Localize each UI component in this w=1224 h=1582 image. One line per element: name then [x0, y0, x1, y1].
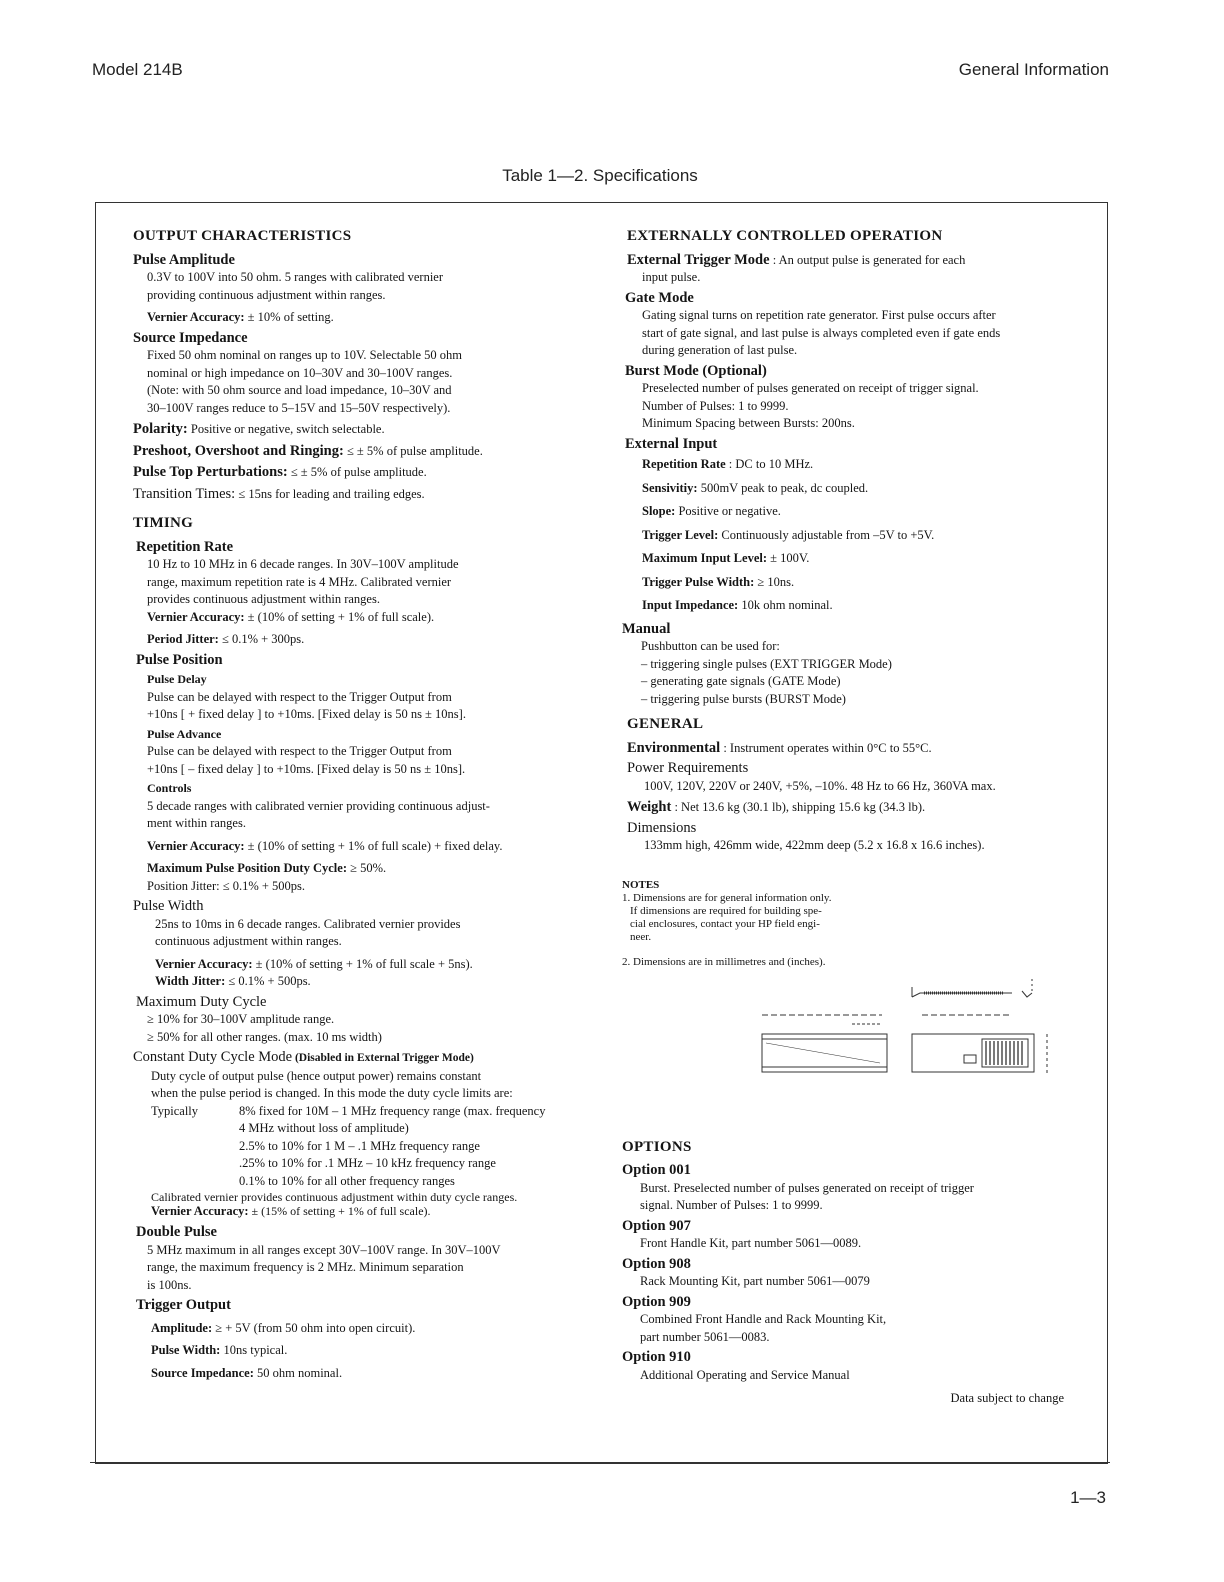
- bottom-rule: [90, 1462, 1110, 1463]
- pulse-position-title: Pulse Position: [136, 651, 223, 668]
- perturbations-value: ≤ ± 5% of pulse amplitude.: [287, 465, 427, 479]
- pulse-advance-text: +10ns [ – fixed delay ] to +10ms. [Fixed delay is 50 ns ± 10ns].: [147, 761, 466, 776]
- duty-range-text: 0.1% to 10% for all other frequency ranges: [239, 1173, 455, 1188]
- source-impedance-text: Fixed 50 ohm nominal on ranges up to 10V. Selectable 50 ohm: [147, 348, 463, 362]
- option-908-title: Option 908: [622, 1255, 691, 1272]
- max-input-level-value: ± 100V.: [767, 551, 810, 565]
- manual-list-item: – triggering pulse bursts (BURST Mode): [641, 691, 846, 706]
- external-operation-heading: EXTERNALLY CONTROLLED OPERATION: [627, 228, 943, 244]
- gate-mode-text: Gating signal turns on repetition rate generator. First pulse occurs after: [642, 308, 996, 322]
- manual-list-item: – generating gate signals (GATE Mode): [641, 674, 841, 688]
- double-pulse-text: range, the maximum frequency is 2 MHz. Minimum separation: [147, 1260, 464, 1274]
- option-907-title: Option 907: [622, 1217, 691, 1234]
- table-title: Table 1—2. Specifications: [502, 166, 698, 185]
- page-number: 1—3: [1070, 1488, 1106, 1507]
- max-duty-title: Maximum Duty Cycle: [136, 993, 267, 1010]
- note-text: neer.: [630, 930, 652, 943]
- double-pulse-text: 5 MHz maximum in all ranges except 30V–100V range. In 30V–100V: [147, 1242, 501, 1257]
- option-001-text: Burst. Preselected number of pulses generated on receipt of trigger: [640, 1180, 974, 1195]
- pulse-advance-title: Pulse Advance: [147, 726, 222, 741]
- source-impedance-text: 30–100V ranges reduce to 5–15V and 15–50V respectively).: [147, 400, 451, 415]
- slope-label: Slope:: [642, 504, 676, 518]
- trigger-source-impedance-label: Source Impedance:: [151, 1365, 254, 1380]
- constant-duty-note: (Disabled in External Trigger Mode): [292, 1052, 474, 1064]
- trigger-level-value: Continuously adjustable from –5V to +5V.: [718, 527, 935, 542]
- duty-range-text: .25% to 10% for .1 MHz – 10 kHz frequency range: [239, 1156, 496, 1170]
- transition-label: Transition Times:: [133, 485, 236, 502]
- max-duty-text: ≥ 50% for all other ranges. (max. 10 ms width): [147, 1029, 382, 1044]
- right-column: [622, 226, 1072, 1408]
- ext-trigger-text: input pulse.: [642, 270, 701, 284]
- position-duty-value: ≥ 50%.: [346, 861, 387, 875]
- trigger-amplitude-value: ≥ + 5V (from 50 ohm into open circuit).: [212, 1320, 416, 1335]
- pulse-width-text: continuous adjustment within ranges.: [155, 934, 342, 948]
- power-requirements-text: 100V, 120V, 220V or 240V, +5%, –10%. 48 Hz to 66 Hz, 360VA max.: [644, 778, 996, 793]
- preshoot-value: ≤ ± 5% of pulse amplitude.: [343, 443, 483, 458]
- gate-mode-title: Gate Mode: [625, 289, 694, 306]
- note-text: cial enclosures, contact your HP field engi-: [630, 917, 820, 930]
- notes-block: [622, 879, 912, 969]
- pulse-amplitude-text: 0.3V to 100V into 50 ohm. 5 ranges with calibrated vernier: [147, 270, 444, 284]
- repetition-rate-value: : DC to 10 MHz.: [725, 457, 814, 471]
- header-section: General Information: [958, 60, 1109, 79]
- vernier-accuracy-value: ± (10% of setting + 1% of full scale).: [244, 609, 435, 624]
- notes-heading: NOTES: [622, 878, 660, 891]
- vernier-accuracy-label: Vernier Accuracy:: [147, 609, 245, 624]
- duty-range-text: 8% fixed for 10M – 1 MHz frequency range (max. frequency: [239, 1103, 546, 1118]
- pulse-delay-title: Pulse Delay: [147, 672, 207, 686]
- constant-duty-text: Duty cycle of output pulse (hence output power) remains constant: [151, 1068, 482, 1083]
- option-001-title: Option 001: [622, 1162, 691, 1178]
- pulse-amplitude-title: Pulse Amplitude: [133, 251, 235, 268]
- transition-value: ≤ 15ns for leading and trailing edges.: [235, 486, 425, 501]
- pulse-delay-text: +10ns [ + fixed delay ] to +10ms. [Fixed delay is 50 ns ± 10ns].: [147, 707, 466, 721]
- polarity-label: Polarity:: [133, 421, 188, 437]
- gate-mode-text: start of gate signal, and last pulse is always completed even if gate ends: [642, 325, 1001, 340]
- max-input-level-label: Maximum Input Level:: [642, 551, 767, 565]
- trigger-pulse-width-label: Pulse Width:: [151, 1343, 221, 1357]
- weight-value: : Net 13.6 kg (30.1 lb), shipping 15.6 kg (34.3 lb).: [671, 800, 926, 814]
- repetition-text: range, maximum repetition rate is 4 MHz. Calibrated vernier: [147, 574, 452, 589]
- sensitivity-value: 500mV peak to peak, dc coupled.: [697, 480, 869, 495]
- trigger-pulse-width-value: 10ns typical.: [220, 1343, 288, 1357]
- source-impedance-text: nominal or high impedance on 10–30V and 30–100V ranges.: [147, 365, 453, 380]
- position-duty-label: Maximum Pulse Position Duty Cycle:: [147, 861, 347, 875]
- output-characteristics-heading: OUTPUT CHARACTERISTICS: [133, 228, 352, 244]
- input-impedance-value: 10k ohm nominal.: [738, 598, 833, 612]
- perturbations-label: Pulse Top Perturbations:: [133, 464, 288, 480]
- timing-heading: TIMING: [133, 515, 194, 531]
- note-text: 2. Dimensions are in millimetres and (inches).: [622, 955, 826, 968]
- ext-trigger-value: : An output pulse is generated for each: [769, 252, 966, 267]
- note-text: 1. Dimensions are for general information only.: [622, 891, 832, 904]
- repetition-rate-label: Repetition Rate: [642, 457, 726, 471]
- option-909-text: Combined Front Handle and Rack Mounting Kit,: [640, 1312, 887, 1326]
- pulse-amplitude-text: providing continuous adjustment within ranges.: [147, 287, 386, 302]
- constant-duty-text: Calibrated vernier provides continuous adjustment within duty cycle ranges.: [151, 1190, 518, 1204]
- trigger-level-label: Trigger Level:: [642, 527, 719, 542]
- ext-trigger-label: External Trigger Mode: [627, 251, 770, 268]
- vernier-accuracy-value: ± 10% of setting.: [244, 310, 334, 324]
- preshoot-label: Preshoot, Overshoot and Ringing:: [133, 442, 344, 459]
- width-jitter-label: Width Jitter:: [155, 974, 226, 988]
- option-909-text: part number 5061—0083.: [640, 1329, 770, 1344]
- left-column: [133, 226, 608, 1382]
- max-duty-text: ≥ 10% for 30–100V amplitude range.: [147, 1012, 335, 1026]
- pulse-advance-text: Pulse can be delayed with respect to the Trigger Output from: [147, 744, 452, 758]
- gate-mode-text: during generation of last pulse.: [642, 343, 798, 357]
- vernier-accuracy-label: Vernier Accuracy:: [147, 838, 245, 853]
- vernier-accuracy-value: ± (10% of setting + 1% of full scale + 5ns).: [252, 956, 473, 971]
- period-jitter-label: Period Jitter:: [147, 632, 219, 646]
- slope-value: Positive or negative.: [675, 504, 781, 518]
- trigger-pulse-width-value: ≥ 10ns.: [754, 574, 795, 589]
- burst-mode-text: Preselected number of pulses generated on receipt of trigger signal.: [642, 381, 979, 395]
- trigger-pulse-width-label: Trigger Pulse Width:: [642, 574, 755, 589]
- note-text: If dimensions are required for building spe-: [630, 904, 822, 917]
- dimensions-title: Dimensions: [627, 819, 697, 836]
- burst-mode-text: Number of Pulses: 1 to 9999.: [642, 398, 789, 413]
- vernier-accuracy-label: Vernier Accuracy:: [155, 956, 253, 971]
- environmental-value: : Instrument operates within 0°C to 55°C.: [720, 740, 932, 755]
- options-heading: OPTIONS: [622, 1138, 692, 1155]
- duty-range-text: 2.5% to 10% for 1 M – .1 MHz frequency range: [239, 1138, 480, 1153]
- option-908-text: Rack Mounting Kit, part number 5061—0079: [640, 1274, 870, 1288]
- vernier-accuracy-label: Vernier Accuracy:: [147, 310, 245, 324]
- repetition-rate-title: Repetition Rate: [136, 538, 234, 555]
- vernier-accuracy-label: Vernier Accuracy:: [151, 1204, 249, 1218]
- position-jitter-value: ≤ 0.1% + 500ps.: [219, 878, 306, 893]
- dimensions-text: 133mm high, 426mm wide, 422mm deep (5.2 x 16.8 x 16.6 inches).: [644, 838, 985, 852]
- double-pulse-title: Double Pulse: [136, 1224, 217, 1240]
- manual-text: Pushbutton can be used for:: [641, 639, 780, 653]
- burst-mode-title: Burst Mode (Optional): [625, 362, 767, 379]
- pulse-width-title: Pulse Width: [133, 898, 204, 914]
- pulse-delay-text: Pulse can be delayed with respect to the Trigger Output from: [147, 689, 452, 704]
- burst-mode-text: Minimum Spacing between Bursts: 200ns.: [642, 416, 855, 430]
- source-impedance-text: (Note: with 50 ohm source and load impedance, 10–30V and: [147, 383, 452, 397]
- vernier-accuracy-value: ± (15% of setting + 1% of full scale).: [248, 1204, 431, 1218]
- trigger-source-impedance-value: 50 ohm nominal.: [253, 1365, 343, 1380]
- manual-title: Manual: [622, 620, 671, 637]
- option-909-title: Option 909: [622, 1293, 691, 1310]
- header-model: Model 214B: [92, 60, 183, 79]
- weight-label: Weight: [627, 799, 672, 815]
- period-jitter-value: ≤ 0.1% + 300ps.: [218, 632, 305, 646]
- controls-text: 5 decade ranges with calibrated vernier providing continuous adjust-: [147, 798, 490, 813]
- trigger-amplitude-label: Amplitude:: [151, 1320, 213, 1335]
- double-pulse-text: is 100ns.: [147, 1277, 192, 1292]
- input-impedance-label: Input Impedance:: [642, 598, 739, 612]
- controls-title: Controls: [147, 781, 192, 795]
- option-907-text: Front Handle Kit, part number 5061—0089.: [640, 1236, 862, 1250]
- pulse-width-text: 25ns to 10ms in 6 decade ranges. Calibrated vernier provides: [155, 916, 461, 931]
- duty-range-text: 4 MHz without loss of amplitude): [239, 1121, 409, 1135]
- general-heading: GENERAL: [627, 716, 704, 732]
- repetition-text: 10 Hz to 10 MHz in 6 decade ranges. In 30V–100V amplitude: [147, 557, 459, 571]
- source-impedance-title: Source Impedance: [133, 329, 248, 346]
- position-jitter-label: Position Jitter:: [147, 878, 220, 893]
- controls-text: ment within ranges.: [147, 816, 246, 830]
- constant-duty-title: Constant Duty Cycle Mode: [133, 1049, 293, 1065]
- instrument-outline-drawing: [752, 979, 1062, 1099]
- power-requirements-title: Power Requirements: [627, 760, 749, 776]
- repetition-text: provides continuous adjustment within ranges.: [147, 592, 380, 606]
- option-910-text: Additional Operating and Service Manual: [640, 1367, 850, 1382]
- external-input-title: External Input: [625, 435, 718, 452]
- data-subject-to-change: Data subject to change: [950, 1391, 1064, 1405]
- width-jitter-value: ≤ 0.1% + 500ps.: [225, 974, 311, 988]
- manual-list-item: – triggering single pulses (EXT TRIGGER Mode): [641, 656, 892, 671]
- trigger-output-title: Trigger Output: [136, 1297, 231, 1313]
- sensitivity-label: Sensivitiy:: [642, 480, 698, 495]
- environmental-label: Environmental: [627, 739, 721, 756]
- polarity-value: Positive or negative, switch selectable.: [187, 422, 385, 436]
- option-001-text: signal. Number of Pulses: 1 to 9999.: [640, 1198, 823, 1212]
- constant-duty-text: when the pulse period is changed. In this mode the duty cycle limits are:: [151, 1086, 513, 1100]
- typically-label: Typically: [151, 1103, 199, 1118]
- dimension-drawing: [752, 979, 1062, 1099]
- vernier-accuracy-value: ± (10% of setting + 1% of full scale) + fixed delay.: [244, 838, 503, 853]
- option-910-title: Option 910: [622, 1349, 691, 1365]
